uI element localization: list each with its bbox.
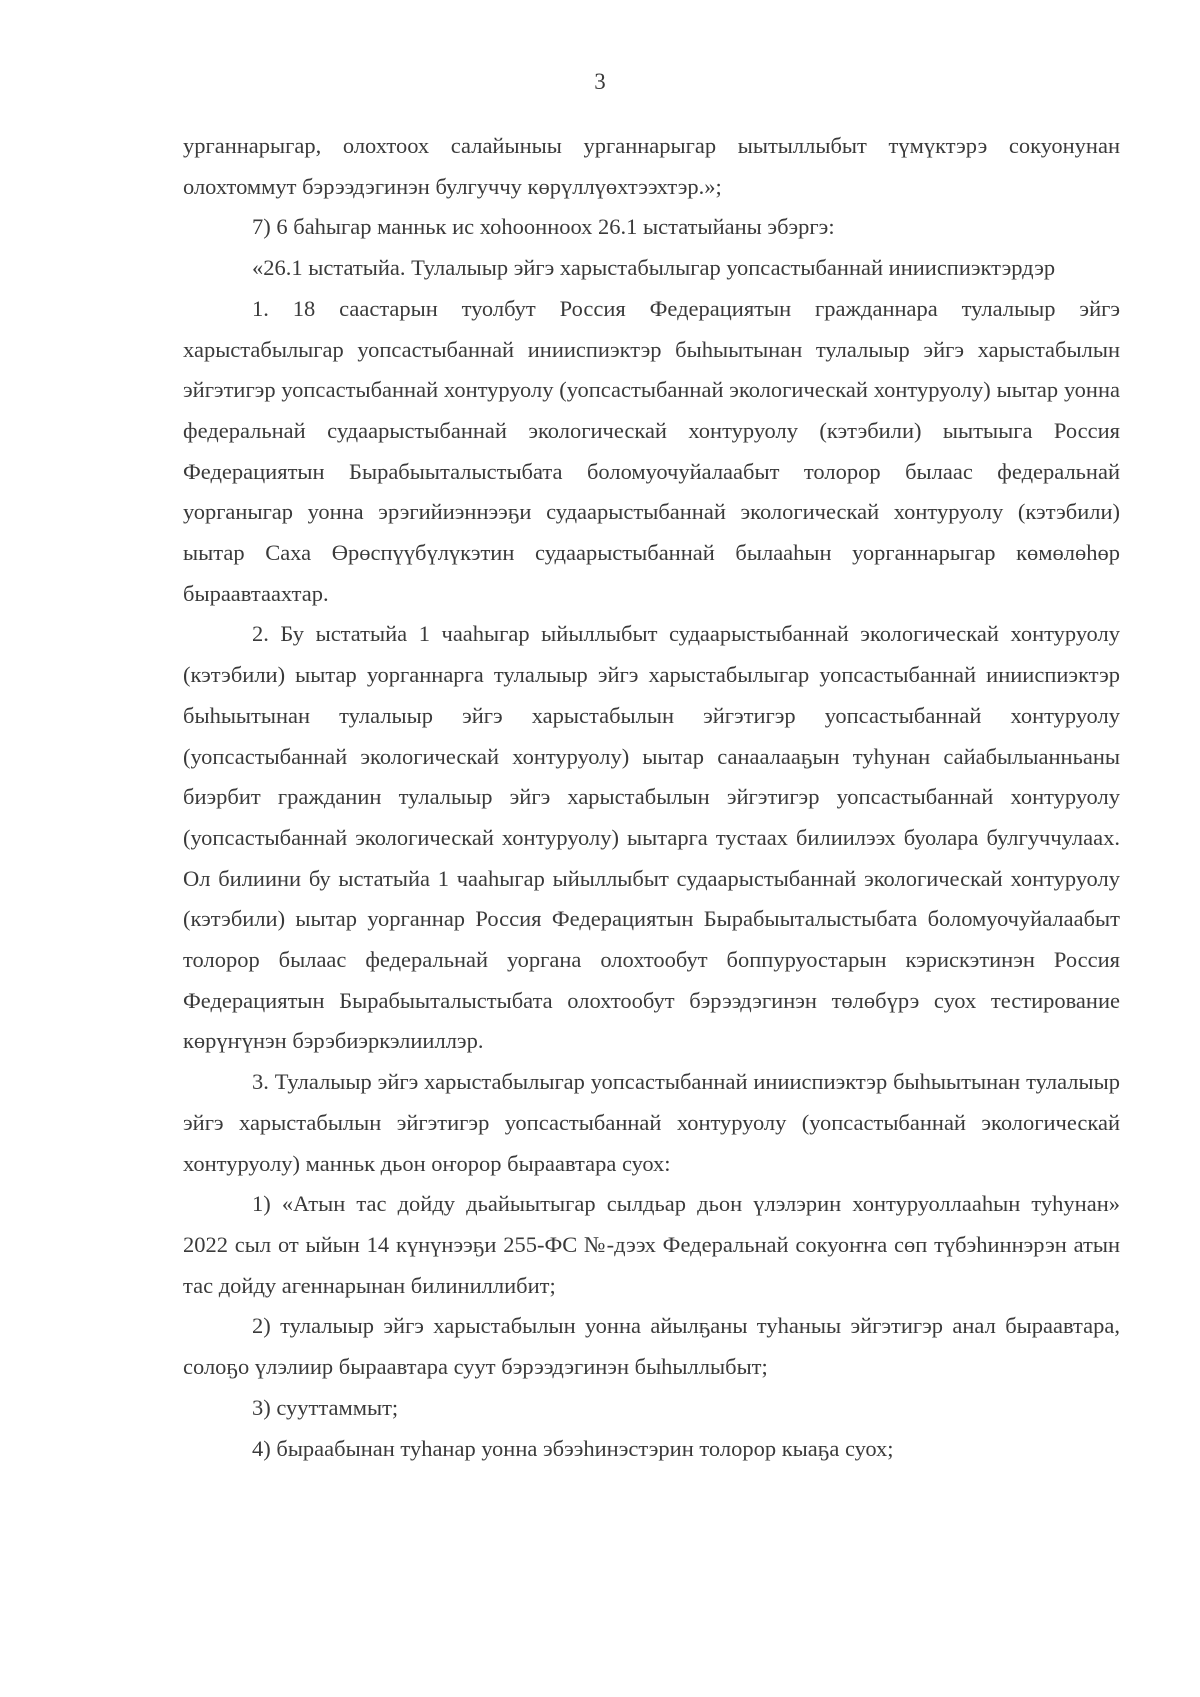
paragraph: 2. Бу ыстатыйа 1 чааһыгар ыйыллыбыт судаарыстыбаннай экологическай хонтуруолу (кэтэбили) ыытар уорганнарга тулалыыр эйгэ харыстабылыгар уопсастыбаннай инииспиэктэр быһыытынан тулалыыр эйгэ харыстабылын эйгэтигэр уопсастыбаннай хонтуруолу (уопсастыбаннай экологическай хонтуруолу) ыытар санаалааҕын туһунан сайабылыанньаны биэрбит гражданин тулалыыр эйгэ харыстабылын эйгэтигэр уопсастыбаннай хонтуруолу (уопсастыбаннай экологическай хонтуруолу) ыытарга тустаах билиилээх буолара булгуччулаах. Ол билиини бу ыстатыйа 1 чааһыгар ыйыллыбыт судаарыстыбаннай экологическай хонтуруолу (кэтэбили) ыытар уорганнар Россия Федерациятын Бырабыыталыстыбата боломуочуйалаабыт толорор былаас федеральнай уоргана олохтообут боппуруостарын кэрискэтинэн Россия Федерациятын Бырабыыталыстыбата олохтообут бэрээдэгинэн төлөбүрэ суох тестирование көрүҥүнэн бэрэбиэркэлииллэр.	[183, 621, 1120, 1054]
paragraph: 3) сууттаммыт;	[252, 1394, 399, 1420]
paragraph: 1) «Атын тас дойду дьайыытыгар сылдьар дьон үлэлэрин хонтуруоллааһын туһунан» 2022 сыл от ыйын 14 күнүнээҕи 255-ФС №-дээх Федеральнай сокуоҥҥа сөп түбэһиннэрэн атын тас дойду агеннарынан билиниллибит;	[183, 1191, 1120, 1298]
paragraph: 7) 6 баһыгар манньк ис хоһоонноох 26.1 ыстатыйаны эбэргэ:	[252, 214, 835, 240]
paragraph: урганнарыгар, олохтоох салайыныы урганнарыгар ыытыллыбыт түмүктэрэ сокуонунан олохтоммут бэрээдэгинэн булгуччу көрүллүөхтээхтэр.»;	[183, 133, 1120, 199]
paragraph: 3. Тулалыыр эйгэ харыстабылыгар уопсастыбаннай инииспиэктэр быһыытынан тулалыыр эйгэ харыстабылын эйгэтигэр уопсастыбаннай хонтуруолу (уопсастыбаннай экологическай хонтуруолу) манньк дьон оҥорор быраавтара суох:	[183, 1069, 1120, 1176]
document-body	[183, 126, 1120, 1469]
paragraph: 4) быраабынан туһанар уонна эбээһинэстэрин толорор кыаҕа суох;	[252, 1435, 894, 1461]
paragraph: «26.1 ыстатыйа. Тулалыыр эйгэ харыстабылыгар уопсастыбаннай инииспиэктэрдэр	[252, 255, 1056, 281]
paragraph: 1. 18 саастарын туолбут Россия Федерациятын гражданнара тулалыыр эйгэ харыстабылыгар уопсастыбаннай инииспиэктэр быһыытынан тулалыыр эйгэ харыстабылын эйгэтигэр уопсастыбаннай хонтуруолу (уопсастыбаннай экологическай хонтуруолу) ыытар уонна федеральнай судаарыстыбаннай экологическай хонтуруолу (кэтэбили) ыытыыга Россия Федерациятын Бырабыыталыстыбата боломуочуйалаабыт толорор былаас федеральнай уорганыгар уонна эрэгийиэннээҕи судаарыстыбаннай экологическай хонтуруолу (кэтэбили) ыытар Саха Өрөспүүбүлүкэтин судаарыстыбаннай былааһын уорганнарыгар көмөлөһөр быраавтаахтар.	[183, 295, 1120, 606]
page-number: 3	[594, 69, 606, 94]
paragraph: 2) тулалыыр эйгэ харыстабылын уонна айылҕаны туһаныы эйгэтигэр анал быраавтара, солоҕо үлэлиир быраавтара суут бэрээдэгинэн быһыллыбыт;	[183, 1313, 1120, 1380]
